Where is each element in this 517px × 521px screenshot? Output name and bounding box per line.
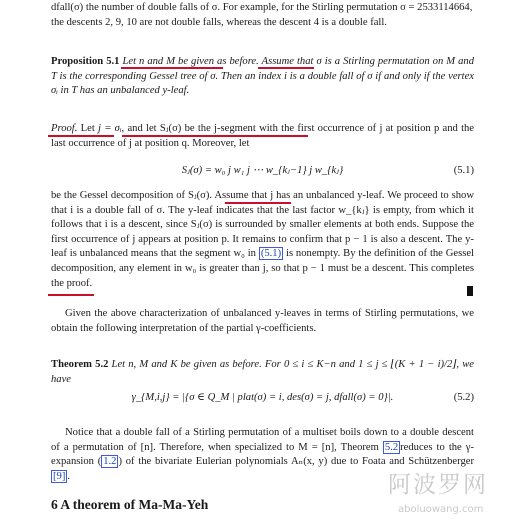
proof-text-2: j = σᵢ — [98, 123, 122, 134]
proposition-5-1 — [51, 55, 474, 99]
interpretation-text: Given the above characterization of unbalanced y-leaves in terms of Stirling permutations, we obtain the following interpretation of the partial γ-coefficients. — [51, 308, 474, 334]
qed-box — [467, 286, 473, 296]
proposition-text-4: σ is a Stirling permutation on M and T is the corresponding Gessel tree of σ. Then an index i is a double fall of σ if and only if the vertex σᵢ in T has an unbalanced y-leaf. — [51, 56, 474, 97]
interpretation-paragraph — [51, 307, 474, 336]
equation-ref-link[interactable]: 1.2 — [103, 456, 117, 468]
annotation-underline — [48, 294, 94, 296]
watermark-logo: 阿波罗网 — [388, 472, 488, 498]
proof-p2-a: be the Gessel decomposition of Sⱼ(σ). — [51, 190, 215, 201]
annotation-underline — [121, 67, 223, 69]
notice-text-c: ) of the bivariate Eulerian polynomials Aₙ(x, y) due to Foata and Schützenberger — [118, 456, 474, 468]
annotation-underline — [48, 135, 114, 137]
annotation-underline — [225, 202, 291, 204]
proof-p2-c: j has an unbalanced y-leaf. We proceed to show that i is a double fall of σ. The y-leaf indicates that the last factor w_{kⱼ} is empty, from which it follows that i is a descent, since Sⱼ(σ) is surrounded by smaller elements at both ends. Suppose the first occurrence of j appears at position p. It remains to confirm that p − 1 is also a descent. The y-leaf is unbalanced means that the segment w₀ in — [51, 190, 474, 260]
proposition-text-2: as before. — [214, 56, 262, 67]
equation-5-2 — [51, 391, 474, 407]
equation-5-2-number: (5.2) — [453, 392, 474, 403]
proof-text-1: Let — [77, 123, 99, 134]
proposition-label: Proposition 5.1 — [51, 56, 120, 67]
citation-link[interactable]: [9] — [53, 470, 66, 482]
proof-p2-e: the proof. — [51, 277, 93, 289]
top-paragraph — [51, 1, 474, 30]
notice-text-b: reduces to the γ-expansion ( — [51, 441, 475, 468]
equation-5-1 — [51, 164, 474, 180]
theorem-text: Let n, M and K be given as before. For 0 ≤ i ≤ K−n and 1 ≤ j ≤ ⌊(K + 1 − i)/2⌋, we have — [51, 359, 474, 385]
theorem-ref-link[interactable]: 5.2 — [384, 441, 399, 453]
equation-5-1-body: Sⱼ(σ) = w₀ j w₁ j ⋯ w_{kⱼ−1} j w_{kⱼ} — [181, 165, 344, 176]
proof-paragraph-2 — [51, 189, 474, 291]
annotation-underline — [122, 135, 308, 137]
annotation-underline — [258, 67, 314, 69]
proof-label: Proof. — [51, 123, 78, 134]
proof-text-4: Sⱼ(σ) be the j-segment — [159, 123, 256, 134]
section-heading: 6 A theorem of Ma-Ma-Yeh — [51, 497, 209, 512]
theorem-5-2 — [51, 358, 474, 387]
proposition-text-1: Let n and M be given — [122, 56, 215, 67]
equation-ref-link[interactable]: (5.1) — [260, 248, 282, 260]
watermark-url: aboluowang.com — [398, 504, 484, 515]
theorem-label: Theorem 5.2 — [51, 359, 109, 370]
top-line-2: the descents 2, 9, 10 are not double falls, whereas the descent 4 is a double fall. — [51, 16, 387, 28]
proof-p2-d: is nonempty. By the definition of the Gessel decomposition, any element in w₀ is greater than j, so that p − 1 must be a descent. This completes — [51, 248, 475, 274]
proof-p2-b: Assume that — [214, 190, 268, 201]
notice-text-d: . — [67, 470, 71, 482]
proof-text-3: , and let — [121, 123, 160, 134]
notice-text-a: Notice that a double fall of a Stirling permutation of a multiset boils down to a double descent of a permutation of [n]. Therefore, when specialized to M = [n], Theorem — [51, 427, 474, 453]
equation-5-2-body: γ_{M,i,j} = |{σ ∈ Q_M | plat(σ) = i, des(σ) = j, dfall(σ) = 0}|. — [131, 392, 394, 403]
proof-text-5: with the first occurrence of j at position p and the last occurrence of j at position q. Moreover, let — [51, 123, 475, 149]
equation-5-1-number: (5.1) — [453, 165, 474, 176]
top-line-1: dfall(σ) the number of double falls of σ. For example, for the Stirling permutation σ = 2533114664, — [51, 2, 473, 13]
proposition-text-3: Assume that — [261, 56, 314, 67]
